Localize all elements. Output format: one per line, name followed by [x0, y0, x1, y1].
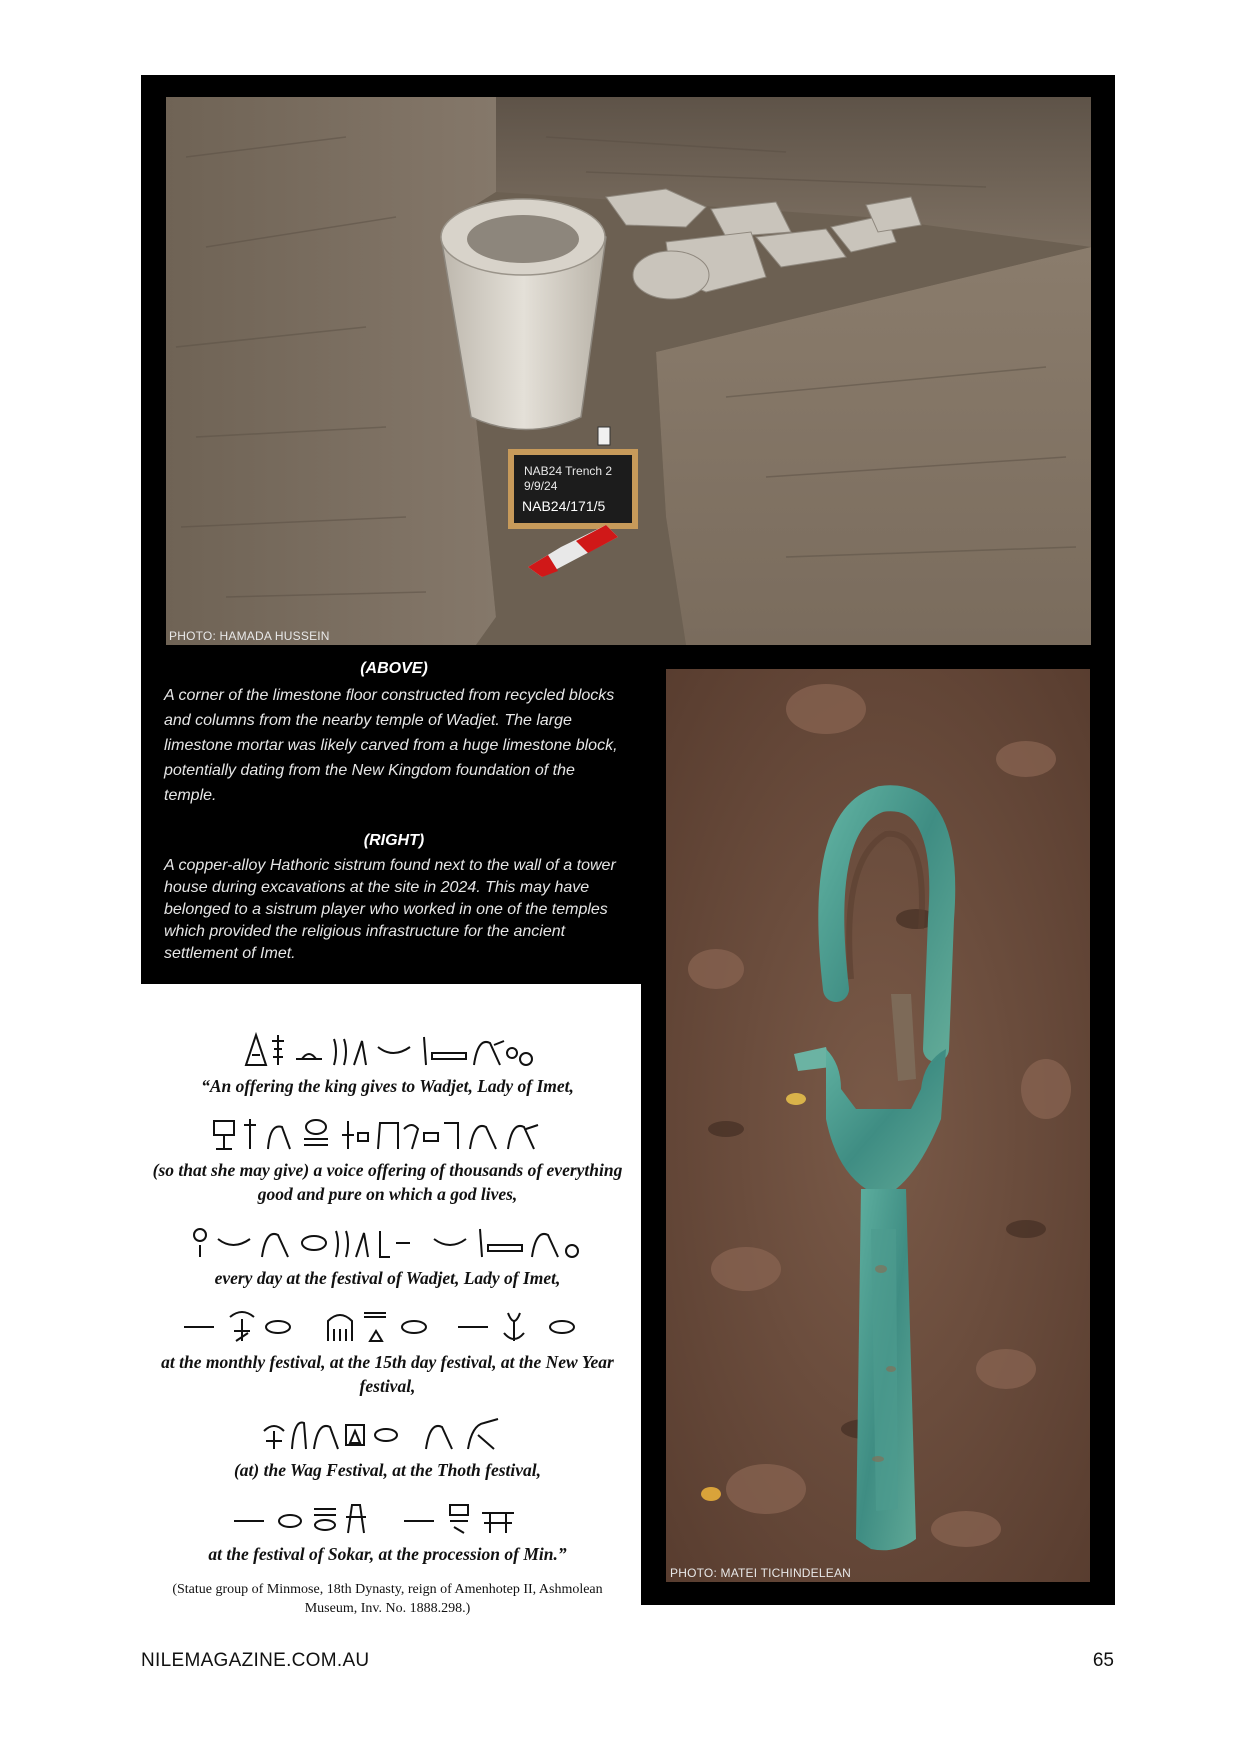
- slate-line-2: 9/9/24: [524, 479, 558, 493]
- slate-line-3: NAB24/171/5: [522, 498, 606, 514]
- hieroglyph-line-3: [150, 1222, 625, 1262]
- caption-right-heading: (RIGHT): [363, 832, 425, 849]
- excavation-photo: [166, 97, 1091, 645]
- top-photo-credit: PHOTO: HAMADA HUSSEIN: [169, 629, 330, 643]
- caption-above-heading: (ABOVE): [360, 660, 428, 677]
- right-photo-credit: PHOTO: MATEI TICHINDELEAN: [670, 1566, 852, 1580]
- inscription-source: (Statue group of Minmose, 18th Dynasty, reign of Amenhotep II, Ashmolean Museum, Inv. No. 1888.298.): [172, 1582, 603, 1616]
- hieroglyph-line-6: [150, 1498, 625, 1538]
- translation-line-2: (so that she may give) a voice offering of thousands of everything good and pure on which a god lives,: [152, 1160, 623, 1204]
- sistrum-photo: [666, 669, 1090, 1582]
- translation-line-4: at the monthly festival, at the 15th day festival, at the New Year festival,: [161, 1352, 614, 1396]
- translation-line-5: (at) the Wag Festival, at the Thoth festival,: [233, 1460, 542, 1480]
- hieroglyph-line-4: [150, 1306, 625, 1346]
- translation-line-6: at the festival of Sokar, at the procession of Min.”: [208, 1544, 567, 1564]
- inscription-block: [150, 1030, 625, 1618]
- hieroglyph-line-1: [150, 1030, 625, 1070]
- translation-line-3: every day at the festival of Wadjet, Lady of Imet,: [214, 1268, 561, 1288]
- page-number: 65: [1092, 1650, 1114, 1671]
- caption-above: [164, 660, 624, 808]
- hieroglyph-line-2: [150, 1114, 625, 1154]
- translation-line-1: “An offering the king gives to Wadjet, Lady of Imet,: [201, 1076, 574, 1096]
- footer-site-url[interactable]: NILEMAGAZINE.COM.AU: [141, 1650, 370, 1671]
- caption-above-body: A corner of the limestone floor constructed from recycled blocks and columns from the nearby temple of Wadjet. The large limestone mortar was likely carved from a huge limestone block, potentially dating from the New Kingdom foundation of the temple.: [164, 687, 618, 804]
- caption-right-body: A copper-alloy Hathoric sistrum found next to the wall of a tower house during excavations at the site in 2024. This may have belonged to a sistrum player who worked in one of the temples which provided the religious infrastructure for the ancient settlement of Imet.: [164, 857, 616, 962]
- hieroglyph-line-5: [150, 1414, 625, 1454]
- slate-line-1: NAB24 Trench 2: [524, 464, 613, 478]
- caption-right: [164, 832, 624, 965]
